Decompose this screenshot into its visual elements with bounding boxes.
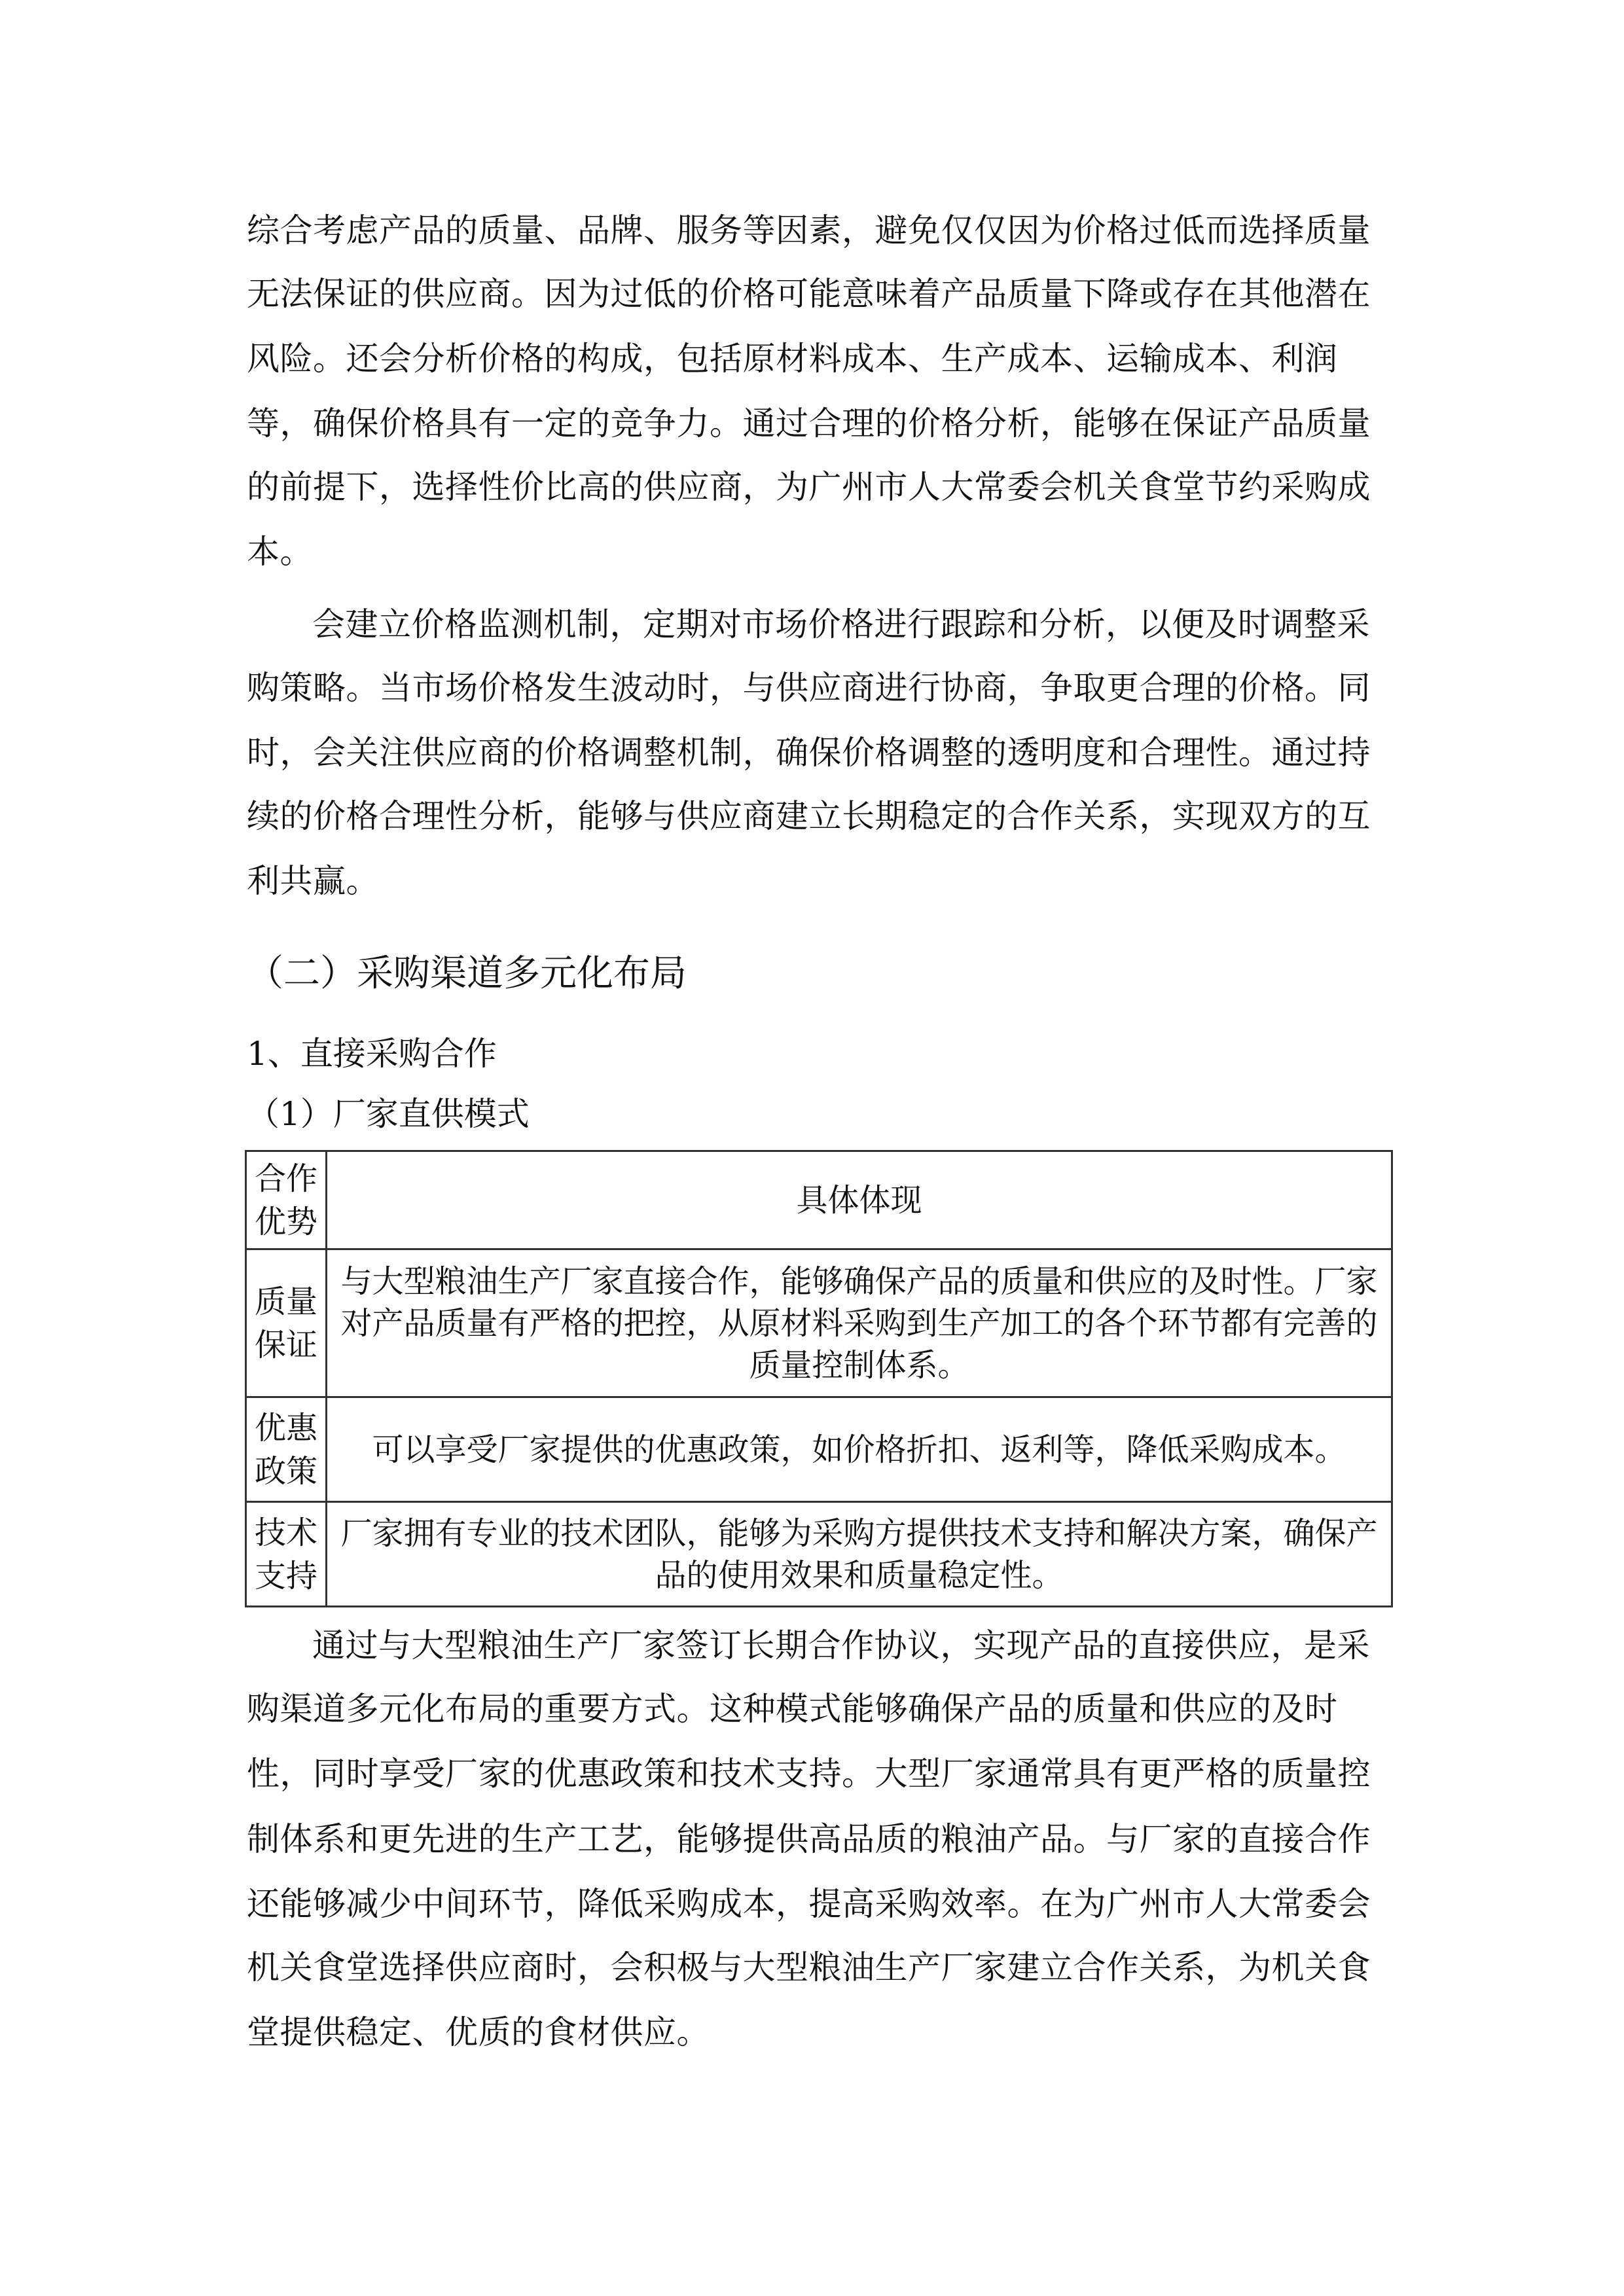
text-line: 续的价格合理性分析，能够与供应商建立长期稳定的合作关系，实现双方的互 [247, 797, 1371, 835]
text-line: 本。 [247, 533, 313, 571]
header-cell-advantage: 合作 优势 [246, 1151, 327, 1249]
row-key: 质量 保证 [246, 1249, 327, 1397]
row-value: 与大型粮油生产厂家直接合作，能够确保产品的质量和供应的及时性。厂家对产品质量有严格的把控，从原材料采购到生产加工的各个环节都有完善的质量控制体系。 [327, 1249, 1392, 1397]
text-line: 机关食堂选择供应商时，会积极与大型粮油生产厂家建立合作关系，为机关食 [247, 1948, 1371, 1986]
table-row [246, 1249, 1392, 1397]
table-row [246, 1502, 1392, 1607]
table-row [246, 1397, 1392, 1502]
text-line: 综合考虑产品的质量、品牌、服务等因素，避免仅仅因为价格过低而选择质量 [247, 211, 1371, 249]
row-value: 厂家拥有专业的技术团队，能够为采购方提供技术支持和解决方案，确保产品的使用效果和质量稳定性。 [327, 1502, 1392, 1607]
text-line: 通过与大型粮油生产厂家签订长期合作协议，实现产品的直接供应，是采 [312, 1626, 1370, 1664]
text-line: 利共赢。 [247, 862, 379, 900]
row-key: 技术 支持 [246, 1502, 327, 1607]
row-key: 优惠 政策 [246, 1397, 327, 1502]
text-line: 等，确保价格具有一定的竞争力。通过合理的价格分析，能够在保证产品质量 [247, 404, 1371, 442]
text-line: 还能够减少中间环节，降低采购成本，提高采购效率。在为广州市人大常委会 [247, 1885, 1371, 1923]
text-line: 时，会关注供应商的价格调整机制，确保价格调整的透明度和合理性。通过持 [247, 734, 1371, 772]
advantages-table [245, 1150, 1393, 1607]
subheading-factory-direct: （1）厂家直供模式 [247, 1095, 530, 1133]
text-line: 购渠道多元化布局的重要方式。这种模式能够确保产品的质量和供应的及时 [247, 1690, 1338, 1728]
table-header-row [246, 1151, 1392, 1249]
section-heading: （二）采购渠道多元化布局 [247, 952, 687, 995]
header-cell-details: 具体体现 [327, 1151, 1392, 1249]
text-line: 风险。还会分析价格的构成，包括原材料成本、生产成本、运输成本、利润 [247, 340, 1338, 378]
row-value: 可以享受厂家提供的优惠政策，如价格折扣、返利等，降低采购成本。 [327, 1397, 1392, 1502]
text-line: 性，同时享受厂家的优惠政策和技术支持。大型厂家通常具有更严格的质量控 [247, 1755, 1371, 1793]
text-line: 制体系和更先进的生产工艺，能够提供高品质的粮油产品。与厂家的直接合作 [247, 1820, 1371, 1858]
text-line: 堂提供稳定、优质的食材供应。 [247, 2013, 710, 2051]
text-line: 的前提下，选择性价比高的供应商，为广州市人大常委会机关食堂节约采购成 [247, 468, 1371, 506]
text-line: 无法保证的供应商。因为过低的价格可能意味着产品质量下降或存在其他潜在 [247, 275, 1371, 313]
subheading-direct-purchase: 1、直接采购合作 [247, 1035, 497, 1073]
text-line: 会建立价格监测机制，定期对市场价格进行跟踪和分析，以便及时调整采 [312, 605, 1370, 643]
text-line: 购策略。当市场价格发生波动时，与供应商进行协商，争取更合理的价格。同 [247, 669, 1371, 707]
